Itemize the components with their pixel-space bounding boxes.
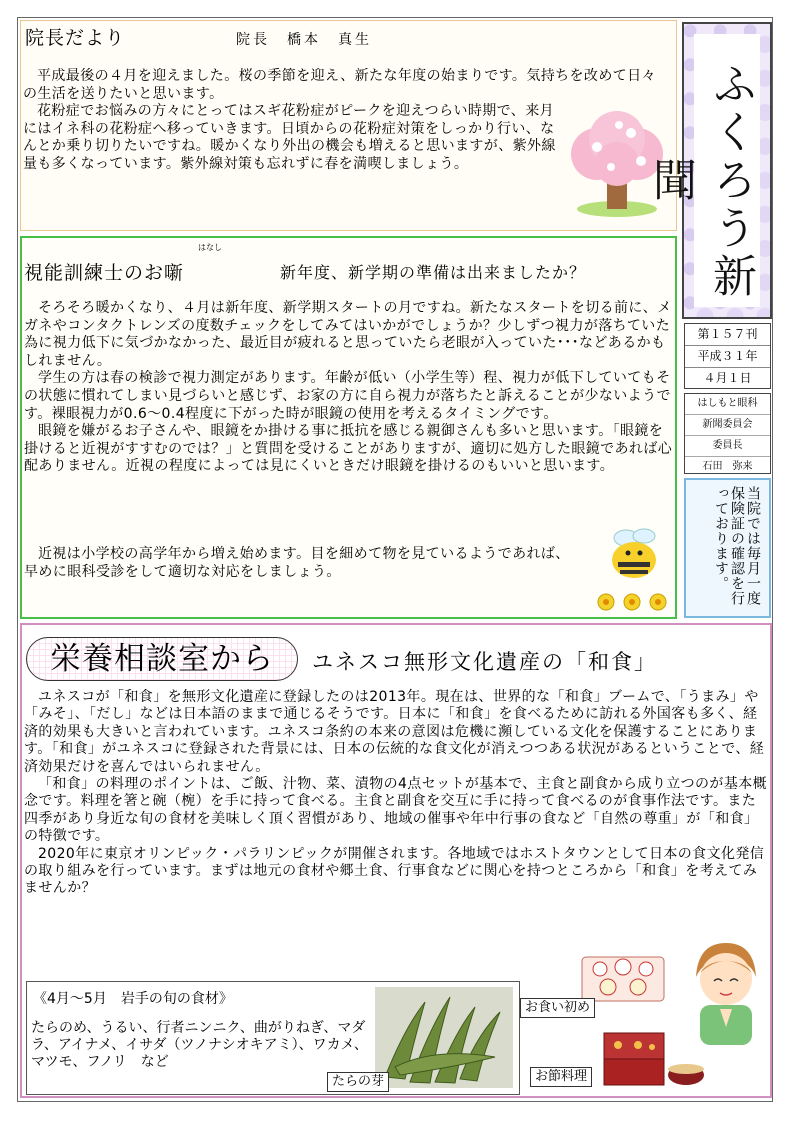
child-praying-illustration [684,937,766,1049]
director-section [20,20,677,231]
issue-day: ４月１日 [703,371,752,385]
director-paragraph-1: 平成最後の４月を迎えました。桜の季節を迎え、新たな年度の始まりです。気持ちを改めて日々の生活を送りたいと思います。 [23,68,656,102]
vision-paragraph-4: 近視は小学校の高学年から増え始めます。目を細めて物を見ているようであれば、早めに眼科受診をして適切な対応をしましょう。 [24,546,570,580]
committee-box [684,393,771,474]
insurance-notice [684,478,771,618]
osechi-caption: お節料理 [530,1067,592,1087]
bee-illustration [592,526,674,616]
taranome-photo [375,987,513,1088]
okuizome-caption: お食い初め [520,998,595,1018]
vision-subtitle: 新年度、新学期の準備は出来ましたか？ [280,263,587,282]
vision-section [20,236,677,619]
seasonal-food-title: 《4月～5月 岩手の旬の食材》 [33,991,233,1007]
nutrition-body: ユネスコが「和食」を無形文化遺産に登録したのは2013年。現在は、世界的な「和食」ブームで、「うまみ」や「みそ」、「だし」などは日本語のままで通じるそうです。日本に「和食」を食べるために訪れる外国客も多く、経済的効果も大きいと言われています。ユネスコ条約の本来の意図は危機に瀕している文化を保護することにあります。「和食」がユネスコに登録された背景には、日本の伝統的な食文化が消えつつある状況があるということで、経済効果だけを喜んではいられません。 「和食」の料理のポイントは、ご飯、汁物、菜、漬物の4点セットが基本で、主食と副食から成り立つのが基本概念です。料理を箸と碗（椀）を手に持って食べる。主食と副食を交互に手に持って食べるのが食事作法です。また四季があり身近な旬の食材を美味しく頂く習慣があり、地域の催事や年中行事の食など「自然の尊重」が「和食」の特徴です。 2020年に東京オリンピック・パラリンピックが開催されます。各地域ではホストタウンとして日本の食文化発信の取り組みを行っています。まずは地元の食材や郷土食、行事食などに関心を持つところから「和食」を考えてみませんか？ [24,689,768,897]
nutrition-pill-title: 栄養相談室から [26,637,298,681]
masthead [645,22,772,319]
seasonal-food-box [26,981,520,1095]
masthead-inner [645,34,760,307]
chair-name: 石田 弥来 [702,461,753,472]
chair-title: 委員長 [685,436,770,457]
director-paragraph-2: 花粉症でお悩みの方々にとってはスギ花粉症がピークを迎えつらい時期で、来月にはイネ科の花粉症へ移っていきます。日頃からの花粉症対策をしっかり行い、なんとか乗り切りたいですね。暖かくなり外出の機会も増えると思いますが、紫外線量も多くなっています。紫外線対策も忘れずに春を満喫しましょう。 [23,103,556,172]
taranome-caption: たらの芽 [327,1072,389,1092]
newspaper-title: ふくろう新聞 [645,60,756,301]
vision-body: そろそろ暖かくなり、４月は新年度、新学期スタートの月ですね。新たなスタートを切る前に、メガネやコンタクトレンズの度数チェックをしてみてはいかがでしょうか？少しずつ視力が落ちていた為に視力低下に気づかなかった、最近目が疲れると思っていたら老眼が入っていた･･･などあるかもしれません。 学生の方は春の検診で視力測定があります。年齢が低い（小学生等）程、視力が低下していてもその状態に慣れてしまい見づらいと感じず、お家の方に自ら視力が落ちたと訴えることが少ないようです。裸眼視力が0.6～0.4程度に下がった時が眼鏡の使用を考えるタイミングです。 眼鏡を嫌がるお子さんや、眼鏡をか掛ける事に抵抗を感じる親御さんも多いと思います。「眼鏡を掛けると近視がすすむのでは？」と質問を受けることがありますが、適切に処方した眼鏡であれば心配ありません。近視の程度によっては見にくいときだけ眼鏡を掛けるのもいいと思います。 [24,300,673,475]
taranome-image [375,987,513,1088]
issue-box [684,323,771,389]
nutrition-headline: ユネスコ無形文化遺産の「和食」 [312,650,657,674]
director-title: 院長だより [25,27,126,49]
insurance-notice-text: 当院では毎月一度保険証の確認を行っております。 [713,486,761,606]
nutrition-section [20,623,772,1098]
seasonal-food-list: たらのめ、うるい、行者ニンニク、曲がりねぎ、マダラ、アイナメ、イサダ（ツノナシオキアミ）、ワカメ、マツモ、フノリ など [31,1020,368,1070]
issue-number: 第１５７刊 [685,324,770,346]
director-byline: 院長 橋本 真生 [236,32,372,48]
clinic-name: はしもと眼科 [685,394,770,415]
ruby-hanashi: はなし [198,243,222,252]
vision-title: 視能訓練士のお噺 [24,262,185,284]
committee-name: 新聞委員会 [685,415,770,436]
issue-year: 平成３１年 [685,346,770,368]
